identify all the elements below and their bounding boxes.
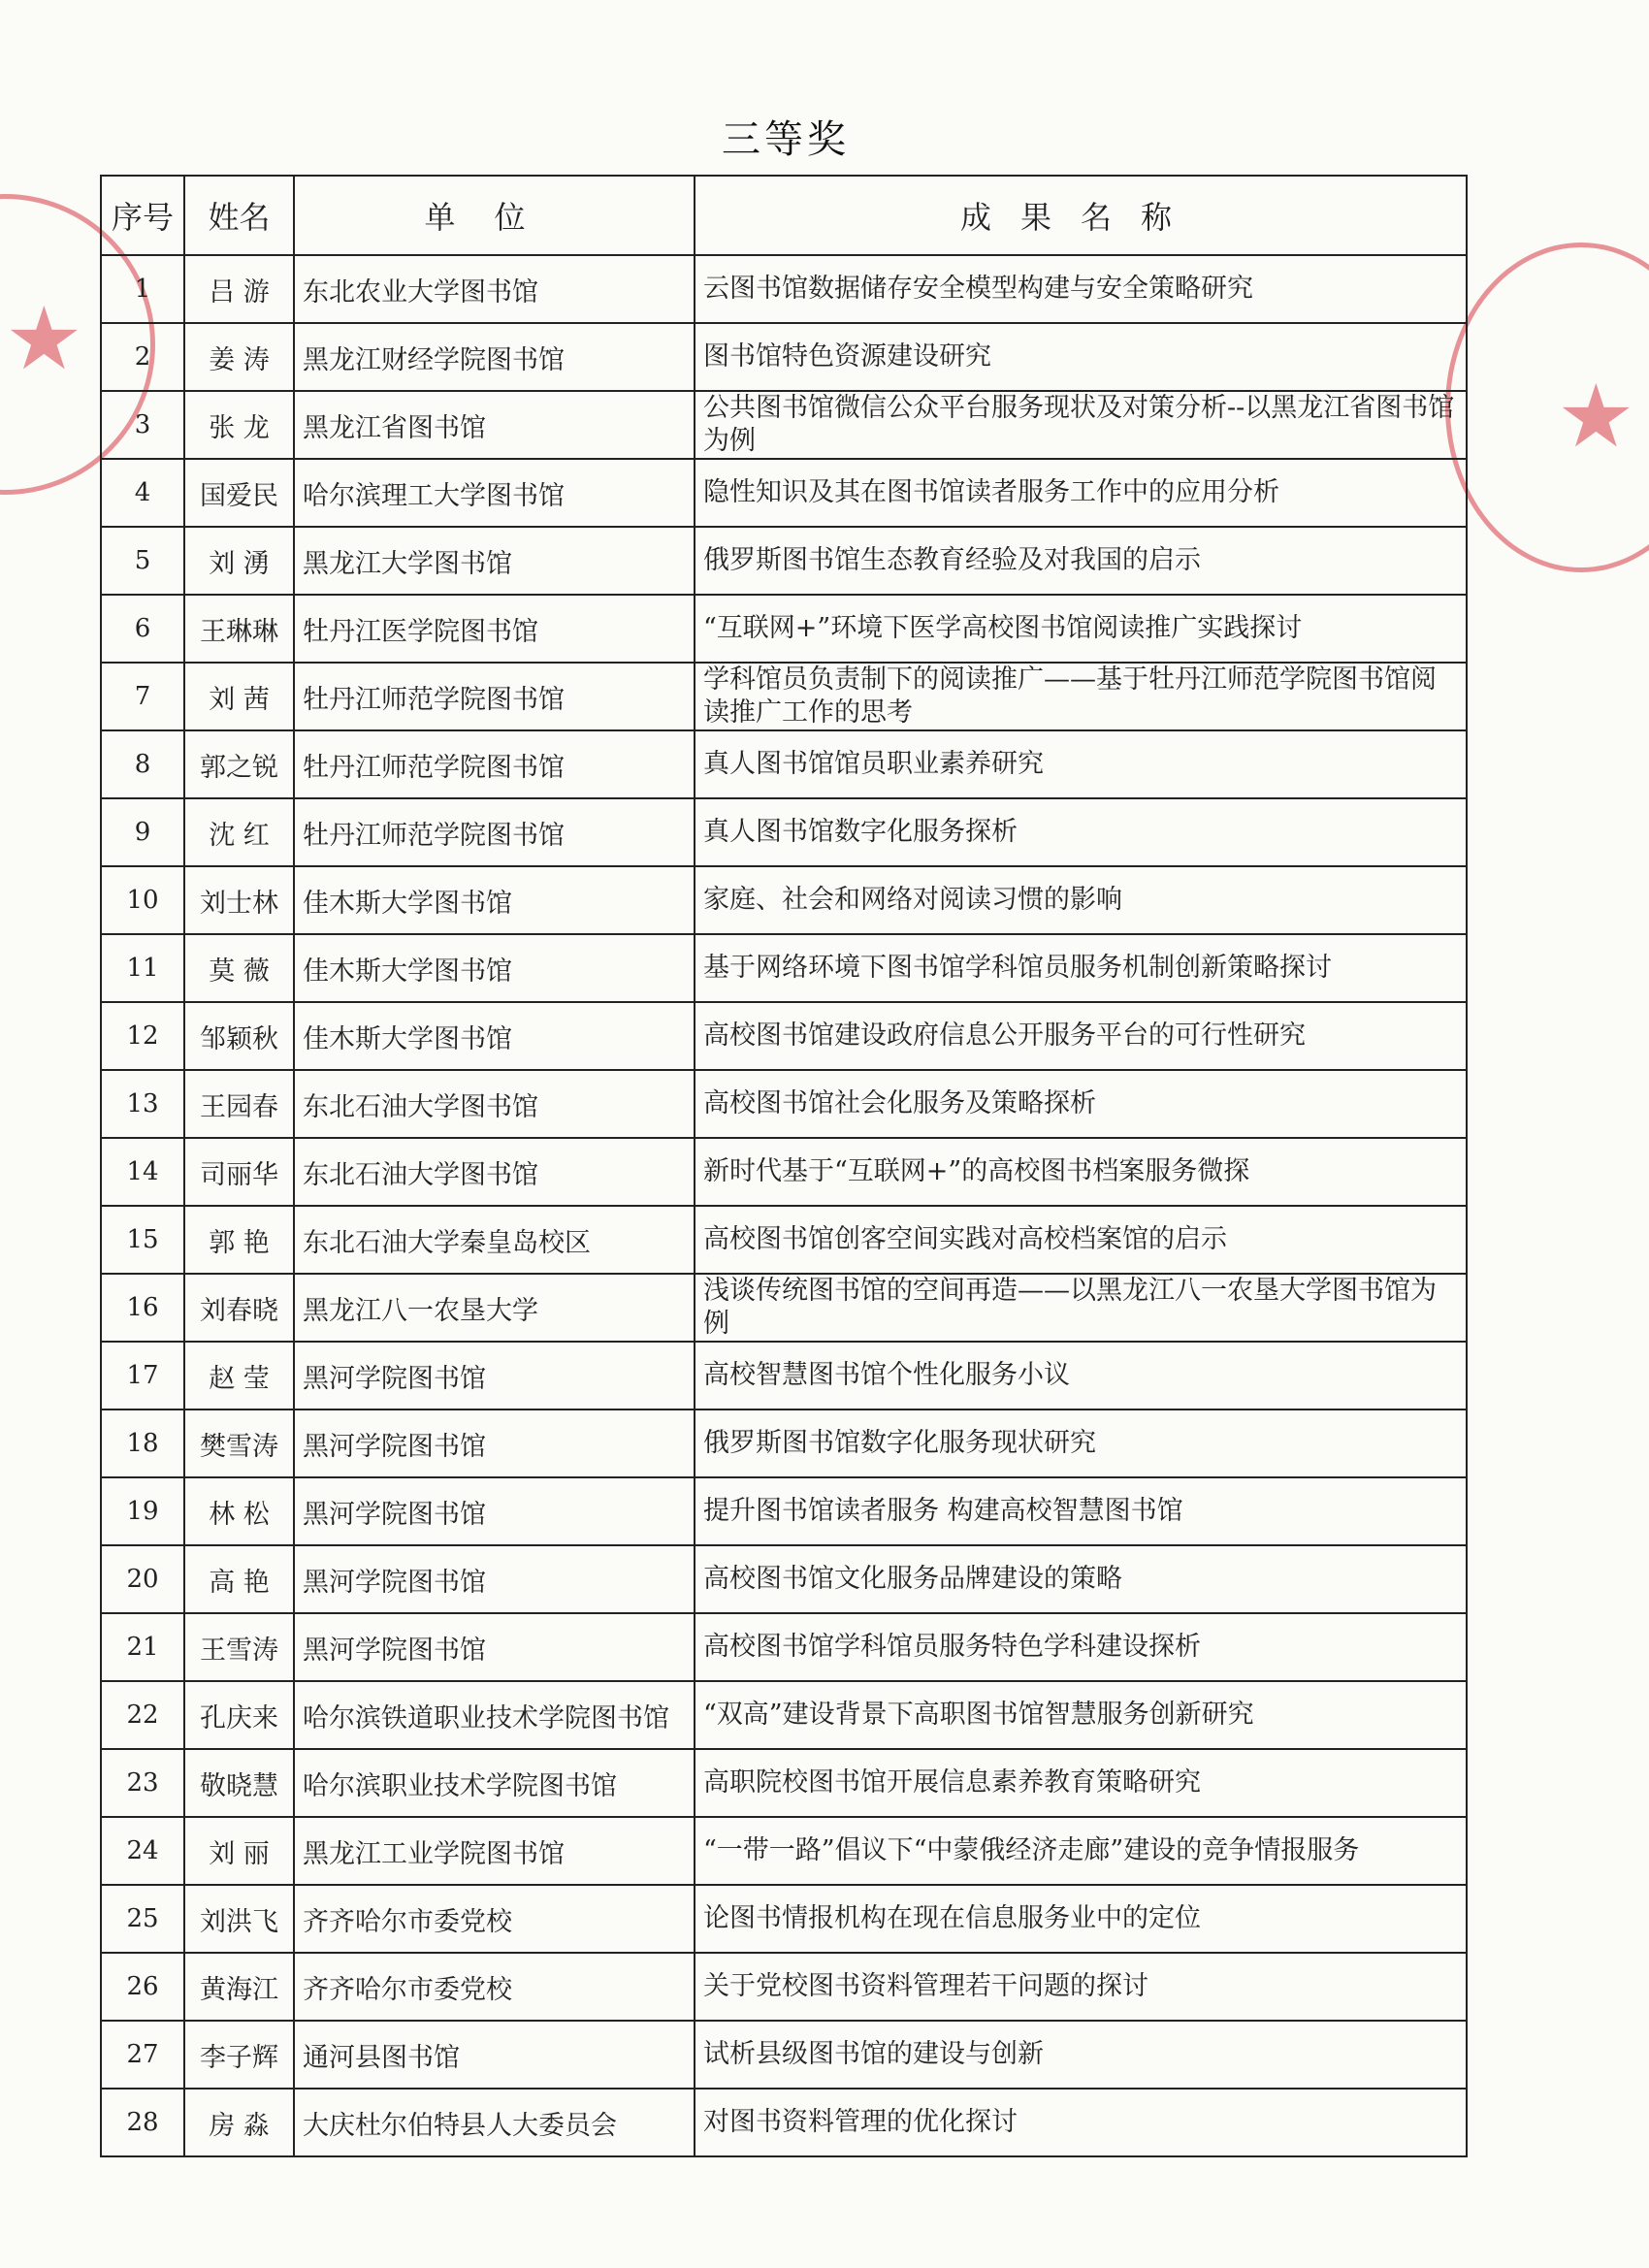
- row-seq: 6: [101, 595, 184, 663]
- row-title: 真人图书馆数字化服务探析: [695, 798, 1467, 866]
- table-row: [101, 798, 1467, 866]
- row-name: 姜 涛: [184, 323, 294, 391]
- row-seq: 12: [101, 1002, 184, 1070]
- table-row: [101, 527, 1467, 595]
- row-unit: 黑龙江工业学院图书馆: [294, 1817, 695, 1885]
- row-seq: 17: [101, 1342, 184, 1409]
- table-row: [101, 255, 1467, 323]
- row-unit: 哈尔滨理工大学图书馆: [294, 459, 695, 527]
- row-title: 基于网络环境下图书馆学科馆员服务机制创新策略探讨: [695, 934, 1467, 1002]
- row-title: 高校图书馆社会化服务及策略探析: [695, 1070, 1467, 1138]
- table-row: [101, 2089, 1467, 2156]
- row-seq: 19: [101, 1477, 184, 1545]
- row-title: 对图书资料管理的优化探讨: [695, 2089, 1467, 2156]
- row-title: 俄罗斯图书馆生态教育经验及对我国的启示: [695, 527, 1467, 595]
- row-unit: 牡丹江师范学院图书馆: [294, 730, 695, 798]
- row-title: 关于党校图书资料管理若干问题的探讨: [695, 1953, 1467, 2021]
- row-title: 高校图书馆建设政府信息公开服务平台的可行性研究: [695, 1002, 1467, 1070]
- row-unit: 哈尔滨职业技术学院图书馆: [294, 1749, 695, 1817]
- table-row: [101, 2021, 1467, 2089]
- row-name: 邹颖秋: [184, 1002, 294, 1070]
- row-title: 公共图书馆微信公众平台服务现状及对策分析--以黑龙江省图书馆为例: [695, 391, 1467, 459]
- table-row: [101, 1138, 1467, 1206]
- row-seq: 26: [101, 1953, 184, 2021]
- row-unit: 黑河学院图书馆: [294, 1409, 695, 1477]
- row-name: 沈 红: [184, 798, 294, 866]
- row-title: “双高”建设背景下高职图书馆智慧服务创新研究: [695, 1681, 1467, 1749]
- row-name: 刘洪飞: [184, 1885, 294, 1953]
- row-name: 刘春晓: [184, 1274, 294, 1342]
- row-title: 高职院校图书馆开展信息素养教育策略研究: [695, 1749, 1467, 1817]
- row-name: 司丽华: [184, 1138, 294, 1206]
- row-seq: 1: [101, 255, 184, 323]
- table-row: [101, 1613, 1467, 1681]
- row-title: 提升图书馆读者服务 构建高校智慧图书馆: [695, 1477, 1467, 1545]
- table-row: [101, 934, 1467, 1002]
- row-title: 新时代基于“互联网+”的高校图书档案服务微探: [695, 1138, 1467, 1206]
- row-title: 高校智慧图书馆个性化服务小议: [695, 1342, 1467, 1409]
- row-seq: 20: [101, 1545, 184, 1613]
- row-name: 郭 艳: [184, 1206, 294, 1274]
- row-name: 李子辉: [184, 2021, 294, 2089]
- header-seq: 序号: [101, 176, 184, 255]
- row-title: “互联网+”环境下医学高校图书馆阅读推广实践探讨: [695, 595, 1467, 663]
- row-unit: 黑龙江省图书馆: [294, 391, 695, 459]
- row-unit: 大庆杜尔伯特县人大委员会: [294, 2089, 695, 2156]
- row-seq: 25: [101, 1885, 184, 1953]
- row-name: 高 艳: [184, 1545, 294, 1613]
- row-name: 赵 莹: [184, 1342, 294, 1409]
- row-title: 俄罗斯图书馆数字化服务现状研究: [695, 1409, 1467, 1477]
- row-unit: 黑河学院图书馆: [294, 1545, 695, 1613]
- row-unit: 黑龙江大学图书馆: [294, 527, 695, 595]
- row-seq: 18: [101, 1409, 184, 1477]
- row-seq: 2: [101, 323, 184, 391]
- table-row: [101, 1477, 1467, 1545]
- table-row: [101, 730, 1467, 798]
- table-row: [101, 459, 1467, 527]
- row-name: 刘 茜: [184, 663, 294, 730]
- row-title: 浅谈传统图书馆的空间再造——以黑龙江八一农垦大学图书馆为例: [695, 1274, 1467, 1342]
- row-name: 刘 湧: [184, 527, 294, 595]
- row-title: 高校图书馆学科馆员服务特色学科建设探析: [695, 1613, 1467, 1681]
- table-header-row: [101, 176, 1467, 255]
- header-name: 姓名: [184, 176, 294, 255]
- row-unit: 牡丹江师范学院图书馆: [294, 798, 695, 866]
- table-row: [101, 1070, 1467, 1138]
- row-title: 高校图书馆创客空间实践对高校档案馆的启示: [695, 1206, 1467, 1274]
- row-unit: 牡丹江师范学院图书馆: [294, 663, 695, 730]
- row-seq: 9: [101, 798, 184, 866]
- row-seq: 7: [101, 663, 184, 730]
- table-row: [101, 595, 1467, 663]
- row-name: 黄海江: [184, 1953, 294, 2021]
- row-title: 论图书情报机构在现在信息服务业中的定位: [695, 1885, 1467, 1953]
- row-seq: 8: [101, 730, 184, 798]
- row-unit: 佳木斯大学图书馆: [294, 866, 695, 934]
- row-seq: 16: [101, 1274, 184, 1342]
- row-unit: 东北石油大学图书馆: [294, 1138, 695, 1206]
- row-title: 云图书馆数据储存安全模型构建与安全策略研究: [695, 255, 1467, 323]
- row-name: 张 龙: [184, 391, 294, 459]
- row-unit: 黑河学院图书馆: [294, 1613, 695, 1681]
- row-seq: 23: [101, 1749, 184, 1817]
- table-row: [101, 1002, 1467, 1070]
- row-unit: 佳木斯大学图书馆: [294, 934, 695, 1002]
- row-title: 学科馆员负责制下的阅读推广——基于牡丹江师范学院图书馆阅读推广工作的思考: [695, 663, 1467, 730]
- star-icon: ★: [1557, 366, 1635, 468]
- table-row: [101, 1953, 1467, 2021]
- row-name: 刘士林: [184, 866, 294, 934]
- header-title: 成果名称: [695, 176, 1467, 255]
- page-title: 三等奖: [722, 117, 850, 162]
- table-row: [101, 323, 1467, 391]
- row-name: 林 松: [184, 1477, 294, 1545]
- row-unit: 黑河学院图书馆: [294, 1477, 695, 1545]
- row-name: 孔庆来: [184, 1681, 294, 1749]
- table-row: [101, 1885, 1467, 1953]
- row-unit: 哈尔滨铁道职业技术学院图书馆: [294, 1681, 695, 1749]
- row-title: 试析县级图书馆的建设与创新: [695, 2021, 1467, 2089]
- row-name: 王园春: [184, 1070, 294, 1138]
- row-seq: 21: [101, 1613, 184, 1681]
- star-icon: ★: [5, 288, 83, 390]
- row-unit: 东北石油大学图书馆: [294, 1070, 695, 1138]
- table-row: [101, 1342, 1467, 1409]
- row-seq: 13: [101, 1070, 184, 1138]
- row-name: 王雪涛: [184, 1613, 294, 1681]
- table-row: [101, 1545, 1467, 1613]
- row-seq: 3: [101, 391, 184, 459]
- table-row: [101, 391, 1467, 459]
- table-row: [101, 1409, 1467, 1477]
- header-unit: 单位: [294, 176, 695, 255]
- row-unit: 东北石油大学秦皇岛校区: [294, 1206, 695, 1274]
- row-title: 真人图书馆馆员职业素养研究: [695, 730, 1467, 798]
- row-unit: 黑龙江八一农垦大学: [294, 1274, 695, 1342]
- row-unit: 齐齐哈尔市委党校: [294, 1885, 695, 1953]
- row-unit: 牡丹江医学院图书馆: [294, 595, 695, 663]
- red-seal-stamp-right: [1445, 243, 1649, 572]
- row-name: 国爱民: [184, 459, 294, 527]
- table-row: [101, 663, 1467, 730]
- row-title: 家庭、社会和网络对阅读习惯的影响: [695, 866, 1467, 934]
- row-unit: 黑河学院图书馆: [294, 1342, 695, 1409]
- table-row: [101, 1681, 1467, 1749]
- row-name: 王琳琳: [184, 595, 294, 663]
- table-row: [101, 1817, 1467, 1885]
- row-name: 房 淼: [184, 2089, 294, 2156]
- row-name: 樊雪涛: [184, 1409, 294, 1477]
- row-title: 高校图书馆文化服务品牌建设的策略: [695, 1545, 1467, 1613]
- row-seq: 14: [101, 1138, 184, 1206]
- row-name: 刘 丽: [184, 1817, 294, 1885]
- row-title: “一带一路”倡议下“中蒙俄经济走廊”建设的竞争情报服务: [695, 1817, 1467, 1885]
- awards-table: [100, 175, 1468, 2157]
- table-row: [101, 866, 1467, 934]
- row-seq: 4: [101, 459, 184, 527]
- row-name: 吕 游: [184, 255, 294, 323]
- row-unit: 佳木斯大学图书馆: [294, 1002, 695, 1070]
- row-seq: 27: [101, 2021, 184, 2089]
- table-row: [101, 1749, 1467, 1817]
- row-seq: 10: [101, 866, 184, 934]
- row-title: 图书馆特色资源建设研究: [695, 323, 1467, 391]
- row-seq: 11: [101, 934, 184, 1002]
- row-unit: 东北农业大学图书馆: [294, 255, 695, 323]
- row-seq: 28: [101, 2089, 184, 2156]
- table-row: [101, 1206, 1467, 1274]
- row-seq: 5: [101, 527, 184, 595]
- row-unit: 齐齐哈尔市委党校: [294, 1953, 695, 2021]
- row-name: 郭之锐: [184, 730, 294, 798]
- row-seq: 15: [101, 1206, 184, 1274]
- row-title: 隐性知识及其在图书馆读者服务工作中的应用分析: [695, 459, 1467, 527]
- table-row: [101, 1274, 1467, 1342]
- table-body: [101, 255, 1467, 2156]
- row-name: 莫 薇: [184, 934, 294, 1002]
- row-seq: 24: [101, 1817, 184, 1885]
- row-unit: 通河县图书馆: [294, 2021, 695, 2089]
- row-name: 敬晓慧: [184, 1749, 294, 1817]
- row-seq: 22: [101, 1681, 184, 1749]
- row-unit: 黑龙江财经学院图书馆: [294, 323, 695, 391]
